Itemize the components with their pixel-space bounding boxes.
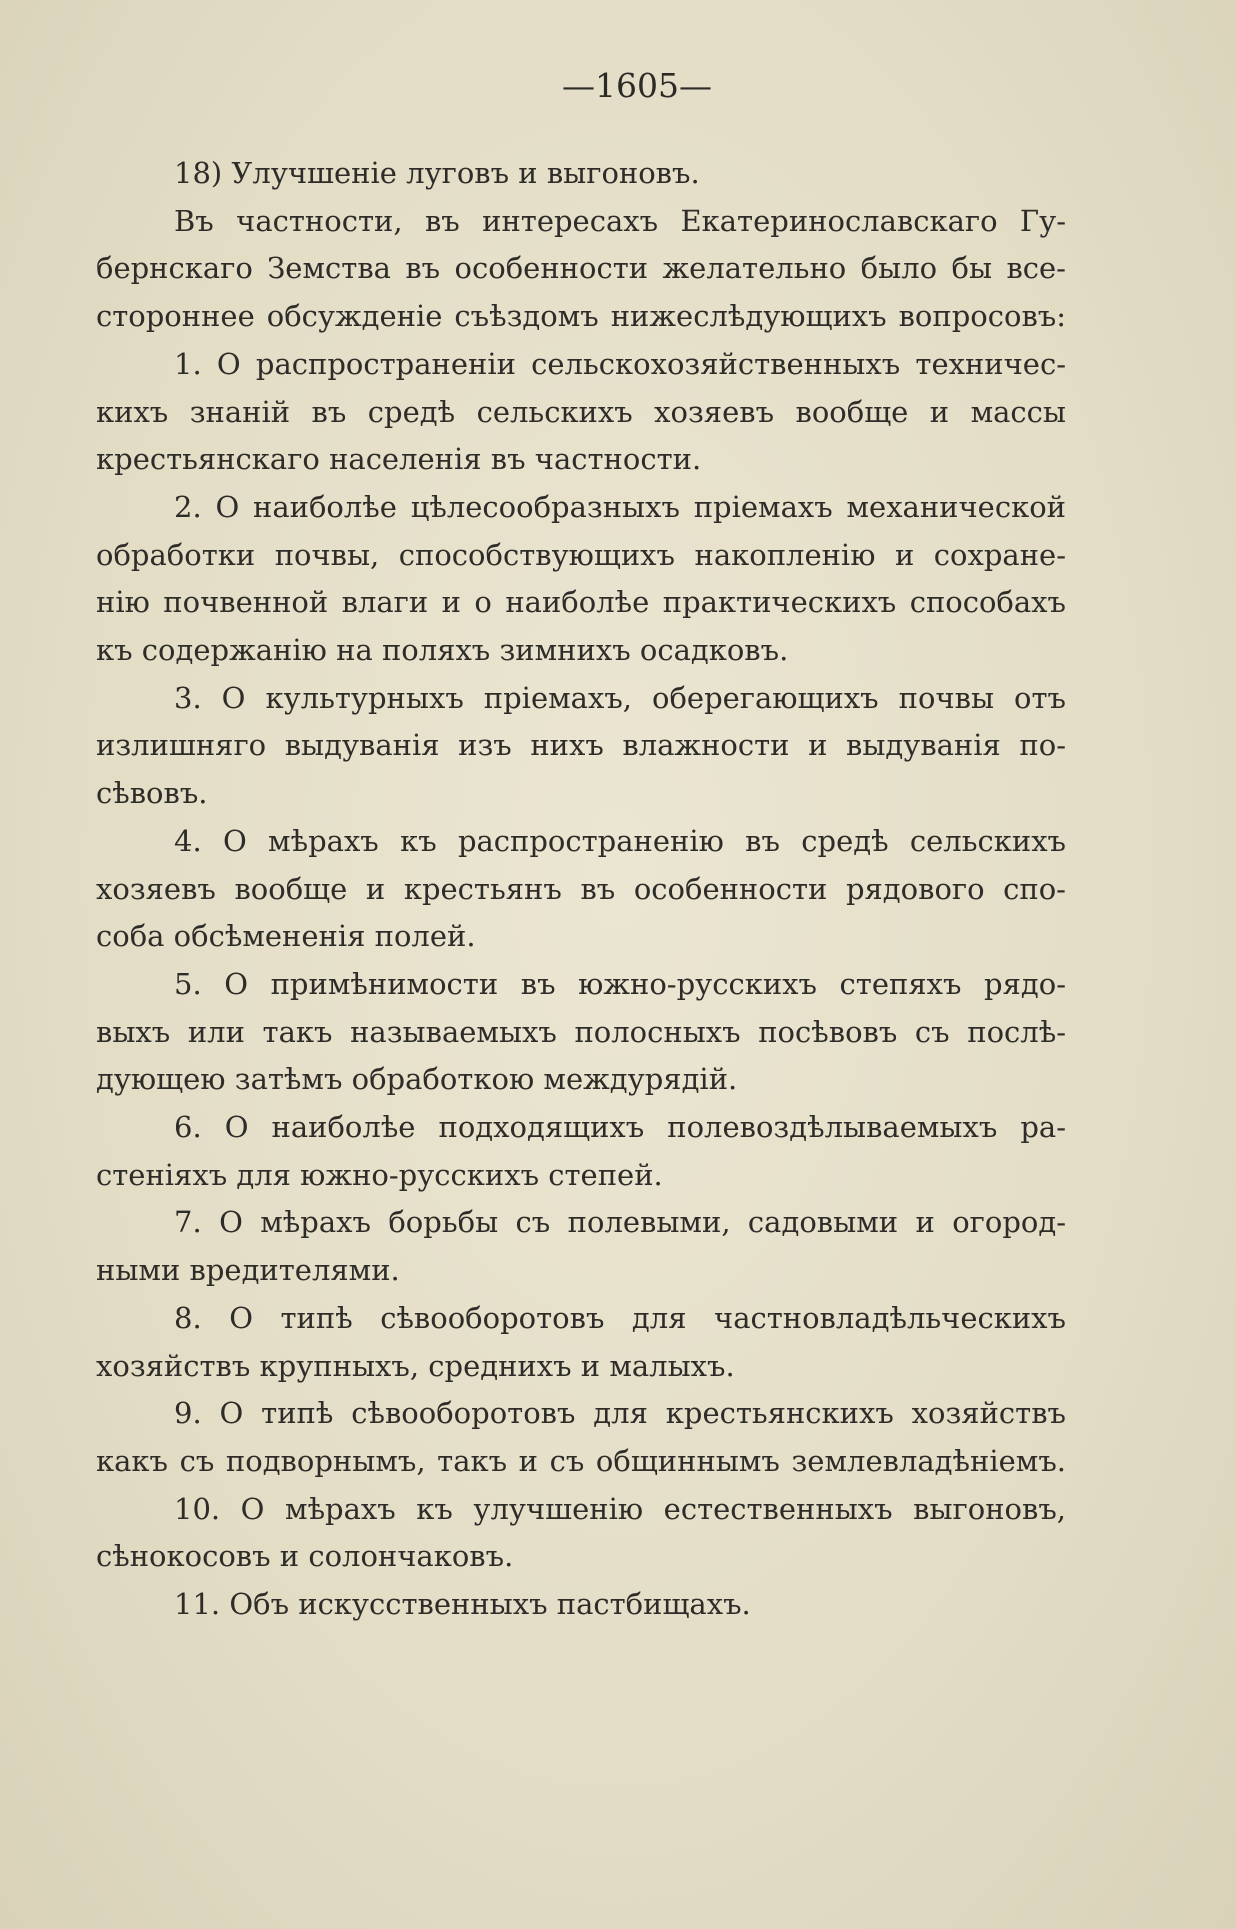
text-line: 9. О типѣ сѣвооборотовъ для крестьянскихъ хозяйствъ — [174, 1396, 1066, 1431]
text-line: сѣнокосовъ и солончаковъ. — [96, 1539, 514, 1574]
list-item-8 — [96, 1295, 1066, 1390]
text-line: обработки почвы, способствующихъ накопленію и сохране- — [96, 537, 1066, 572]
list-item-7 — [96, 1199, 1066, 1294]
text-line: хозяйствъ крупныхъ, среднихъ и малыхъ. — [96, 1348, 735, 1383]
text-line: Въ частности, въ интересахъ Екатеринославскаго Гу- — [174, 203, 1066, 238]
section-heading: 18) Улучшеніе луговъ и выгоновъ. — [174, 156, 700, 190]
text-line: дующею затѣмъ обработкою междурядій. — [96, 1062, 738, 1097]
text-line: 8. О типѣ сѣвооборотовъ для частновладѣльческихъ — [174, 1300, 1066, 1335]
text-line: 7. О мѣрахъ борьбы съ полевыми, садовыми и огород- — [174, 1205, 1066, 1240]
text-line: стороннее обсужденіе съѣздомъ нижеслѣдующихъ вопросовъ: — [96, 299, 1066, 334]
text-line: нію почвенной влаги и о наиболѣе практическихъ способахъ — [96, 585, 1066, 620]
text-line: бернскаго Земства въ особенности желательно было бы все- — [96, 251, 1066, 286]
list-item-6 — [96, 1104, 1066, 1199]
text-line: хозяевъ вообще и крестьянъ въ особенности рядового спо- — [96, 871, 1066, 906]
list-item-9 — [96, 1390, 1066, 1485]
text-line: 2. О наиболѣе цѣлесообразныхъ пріемахъ механической — [174, 489, 1066, 524]
text-line: какъ съ подворнымъ, такъ и съ общиннымъ землевладѣніемъ. — [96, 1443, 1066, 1478]
list-item-3 — [96, 675, 1066, 818]
text-line: ными вредителями. — [96, 1253, 400, 1288]
text-line: выхъ или такъ называемыхъ полосныхъ посѣвовъ съ послѣ- — [96, 1014, 1066, 1049]
text-line: 11. Объ искусственныхъ пастбищахъ. — [174, 1587, 751, 1622]
text-line: 6. О наиболѣе подходящихъ полевоздѣлываемыхъ ра- — [174, 1110, 1066, 1145]
text-line: стеніяхъ для южно-русскихъ степей. — [96, 1157, 663, 1192]
text-line: излишняго выдуванія изъ нихъ влажности и выдуванія по- — [96, 728, 1066, 763]
text-line: 5. О примѣнимости въ южно-русскихъ степяхъ рядо- — [174, 966, 1066, 1001]
list-item-5 — [96, 961, 1066, 1104]
list-item-1 — [96, 341, 1066, 484]
paragraph-intro — [96, 198, 1066, 341]
list-item-2 — [96, 484, 1066, 675]
text-line: 4. О мѣрахъ къ распространенію въ средѣ сельскихъ — [174, 823, 1066, 858]
text-line: кихъ знаній въ средѣ сельскихъ хозяевъ вообще и массы — [96, 394, 1066, 429]
text-line: крестьянскаго населенія въ частности. — [96, 442, 702, 477]
text-line: 10. О мѣрахъ къ улучшенію естественныхъ выгоновъ, — [174, 1491, 1066, 1526]
page-number: —1605— — [562, 66, 712, 105]
list-item-4 — [96, 818, 1066, 961]
list-item-11 — [96, 1581, 1066, 1629]
list-item-10 — [96, 1486, 1066, 1581]
page-body — [96, 150, 1066, 1629]
text-line: къ содержанію на поляхъ зимнихъ осадковъ. — [96, 633, 789, 668]
text-line: 3. О культурныхъ пріемахъ, оберегающихъ почвы отъ — [174, 680, 1066, 715]
text-line: сѣвовъ. — [96, 776, 208, 811]
text-line: 1. О распространеніи сельскохозяйственныхъ техничес- — [174, 346, 1066, 381]
text-line: соба обсѣмененія полей. — [96, 919, 476, 954]
